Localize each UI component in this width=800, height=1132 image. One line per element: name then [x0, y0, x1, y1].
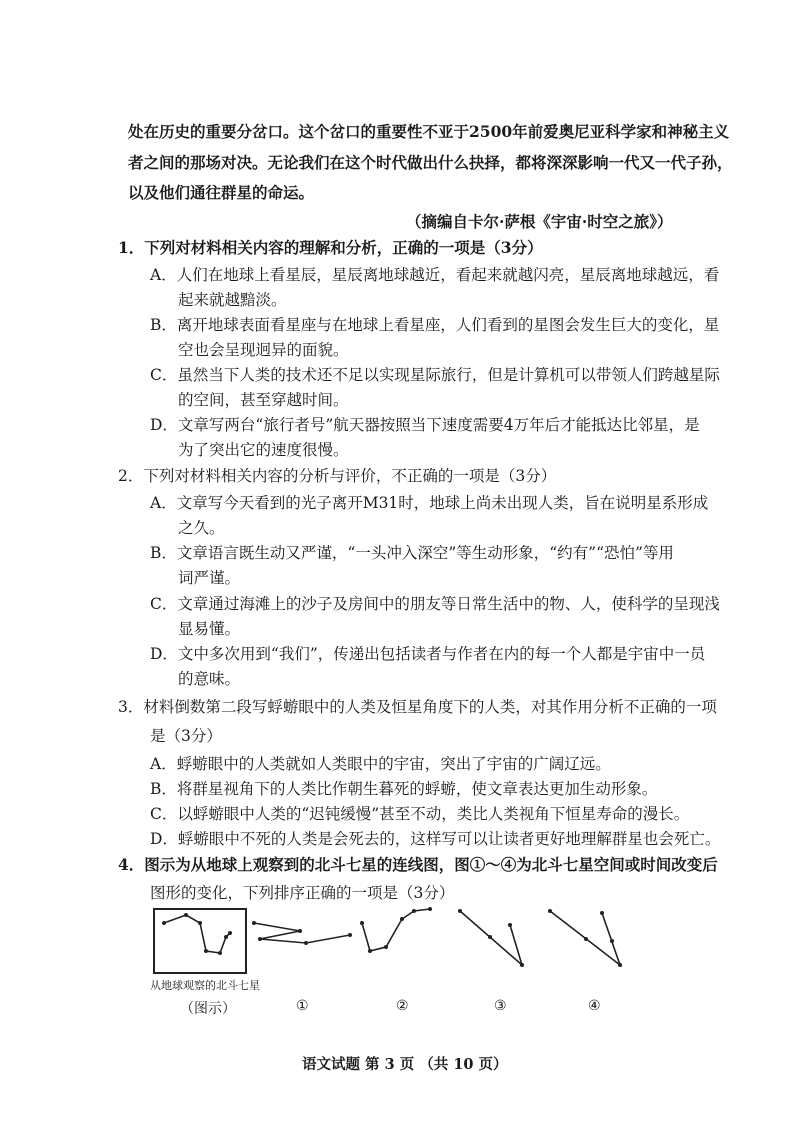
intro-line-3: 以及他们通往群星的命运。: [128, 183, 315, 202]
q2-option-a-line2: 之久。: [178, 519, 225, 537]
big-dipper-figure: [150, 905, 640, 985]
reference-figure-caption: 从地球观察的北斗七星: [150, 979, 260, 992]
q2-option-d-line2: 的意味。: [178, 670, 241, 688]
question-4-stem-line2: 图形的变化，下列排序正确的一项是（3分）: [150, 884, 455, 902]
figure-label-4: ④: [588, 998, 601, 1014]
source-citation: （摘编自卡尔·萨根《宇宙·时空之旅》）: [406, 212, 673, 231]
q1-option-b-line1: B．离开地球表面看星座与在地球上看星座，人们看到的星图会发生巨大的变化，星: [150, 316, 720, 334]
q1-option-b-line2: 空也会呈现迥异的面貌。: [178, 341, 349, 359]
figure-label-1: ①: [296, 998, 309, 1014]
q3-option-a: A．蜉蝣眼中的人类就如人类眼中的宇宙，突出了宇宙的广阔辽远。: [150, 755, 611, 773]
figure-label-2: ②: [396, 998, 409, 1014]
intro-line-2: 者之间的那场对决。无论我们在这个时代做出什么抉择，都将深深影响一代又一代子孙，: [128, 153, 733, 172]
intro-line-1: 处在历史的重要分岔口。这个岔口的重要性不亚于2500年前爱奥尼亚科学家和神秘主义: [128, 122, 730, 141]
question-4-stem-line1: 4．图示为从地球上观察到的北斗七星的连线图，图①～④为北斗七星空间或时间改变后: [118, 855, 718, 874]
figure-2-lines: [362, 909, 430, 951]
question-3-stem-line2: 是（3分）: [150, 727, 222, 745]
q1-option-a-line1: A．人们在地球上看星辰，星辰离地球越近，看起来就越闪亮，星辰离地球越远，看: [150, 266, 720, 284]
q1-option-d-line1: D．文章写两台“旅行者号”航天器按照当下速度需要4万年后才能抵达比邻星，是: [150, 416, 700, 434]
q2-option-d-line1: D．文中多次用到“我们”，传递出包括读者与作者在内的每一个人都是宇宙中一员: [150, 645, 706, 663]
figure-label-3: ③: [494, 998, 507, 1014]
q2-option-b-line1: B．文章语言既生动又严谨，“一头冲入深空”等生动形象，“约有”“恐怕”等用: [150, 544, 674, 562]
q2-option-a-line1: A．文章写今天看到的光子离开M31时，地球上尚未出现人类，旨在说明星系形成: [150, 494, 709, 512]
figure-label-reference: （图示）: [180, 1001, 236, 1017]
question-3-stem-line1: 3．材料倒数第二段写蜉蝣眼中的人类及恒星角度下的人类，对其作用分析不正确的一项: [118, 698, 717, 716]
q2-option-c-line2: 显易懂。: [178, 620, 241, 638]
figure-1-lines: [254, 923, 350, 943]
page-footer: 语文试题 第 3 页 （共 10 页）: [302, 1056, 508, 1073]
q2-option-c-line1: C．文章通过海滩上的沙子及房间中的朋友等日常生活中的物、人，使科学的呈现浅: [150, 595, 720, 613]
q2-option-b-line2: 词严谨。: [178, 569, 241, 587]
question-2-stem: 2．下列对材料相关内容的分析与评价，不正确的一项是（3分）: [118, 467, 557, 485]
q1-option-c-line2: 的空间，甚至穿越时间。: [178, 391, 349, 409]
q1-option-c-line1: C．虽然当下人类的技术还不足以实现星际旅行，但是计算机可以带领人们跨越星际: [150, 366, 720, 384]
q1-option-a-line2: 起来就越黯淡。: [178, 291, 287, 309]
q1-option-d-line2: 为了突出它的速度很慢。: [178, 441, 349, 459]
reference-dipper-lines: [164, 915, 230, 953]
q3-option-d: D．蜉蝣眼中不死的人类是会死去的，这样写可以让读者更好地理解群星也会死亡。: [150, 830, 721, 848]
q3-option-b: B．将群星视角下的人类比作朝生暮死的蜉蝣，使文章表达更加生动形象。: [150, 780, 658, 798]
question-1-stem: 1．下列对材料相关内容的理解和分析，正确的一项是（3分）: [118, 238, 543, 257]
reference-figure-box: [154, 909, 246, 973]
q3-option-c: C．以蜉蝣眼中人类的“迟钝缓慢”甚至不动，类比人类视角下恒星寿命的漫长。: [150, 805, 690, 823]
